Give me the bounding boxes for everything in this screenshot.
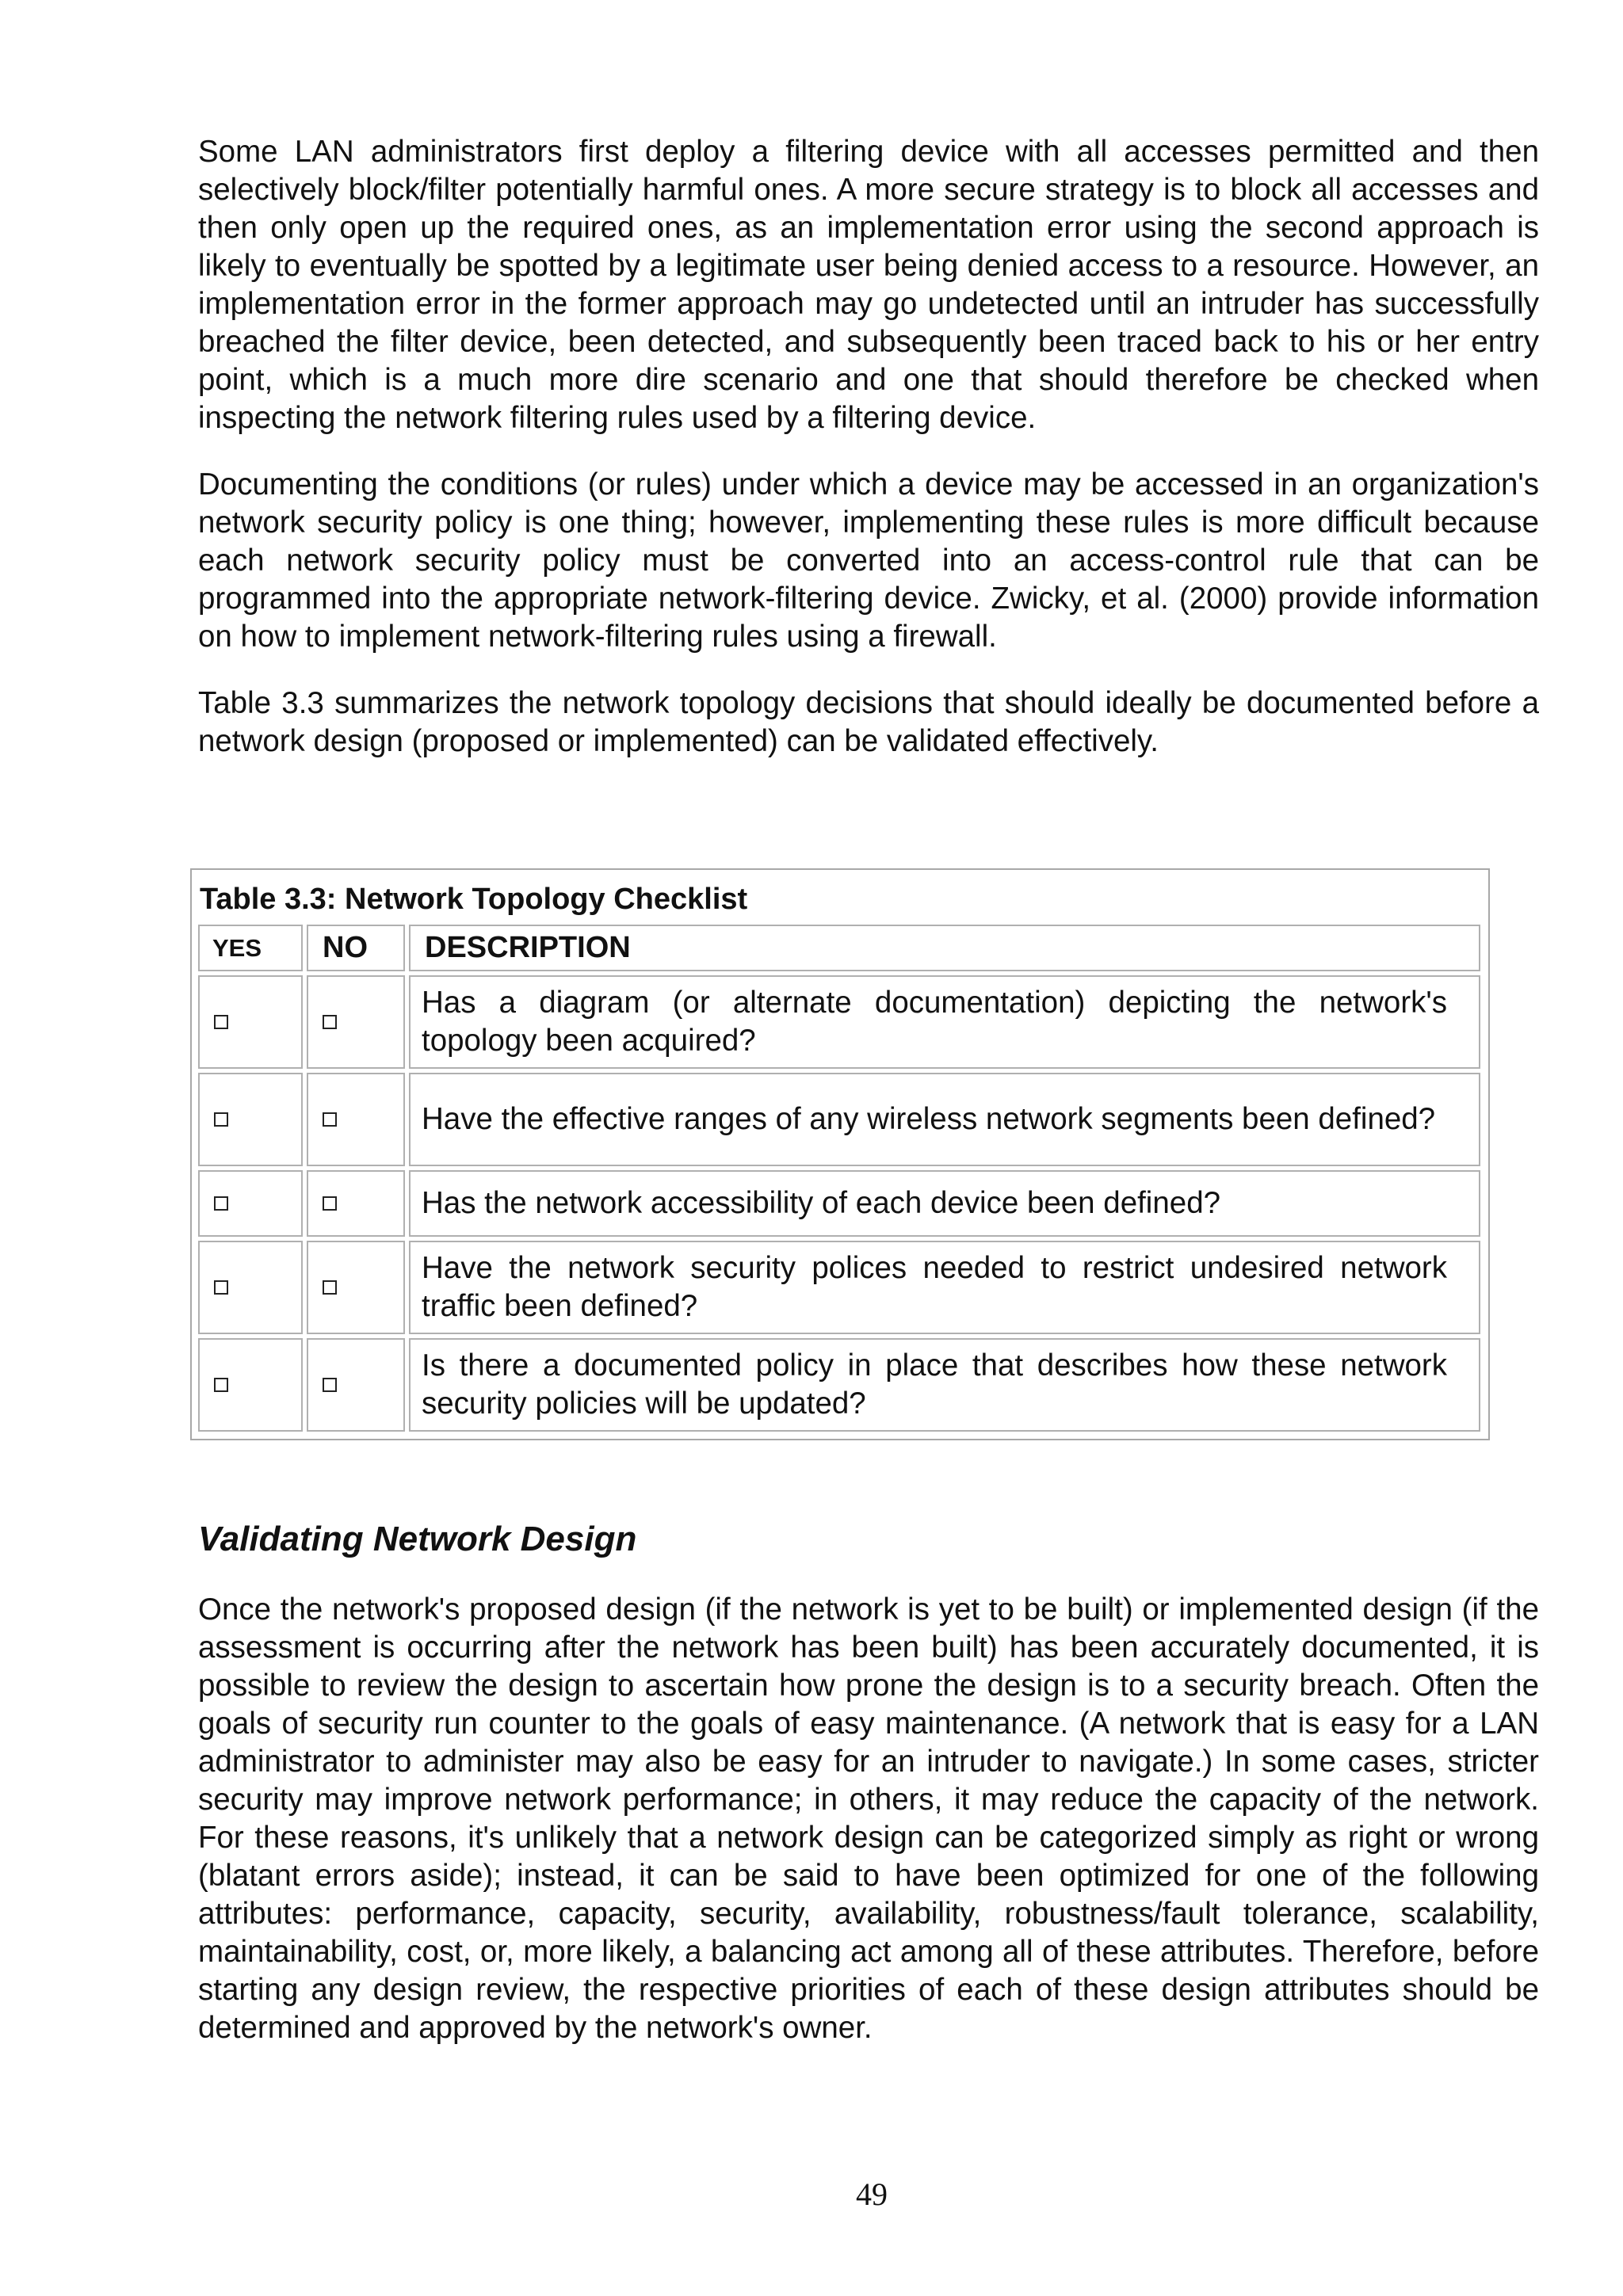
page-number: 49 xyxy=(856,2176,888,2212)
body-text xyxy=(198,133,1539,789)
header-no: NO xyxy=(307,925,405,971)
no-checkbox[interactable] xyxy=(323,1015,337,1029)
table-header-row xyxy=(198,925,1480,971)
section-heading: Validating Network Design xyxy=(198,1520,637,1558)
yes-checkbox[interactable] xyxy=(214,1196,228,1211)
no-checkbox[interactable] xyxy=(323,1378,337,1392)
table-row xyxy=(198,1073,1480,1166)
table-row xyxy=(198,1241,1480,1334)
paragraph-table-intro: Table 3.3 summarizes the network topology decisions that should ideally be documented before a network design (proposed or implemented) can be validated effectively. xyxy=(198,686,1539,758)
yes-checkbox[interactable] xyxy=(214,1378,228,1392)
yes-checkbox[interactable] xyxy=(214,1015,228,1029)
yes-cell xyxy=(198,1073,303,1166)
paragraph-validating-design: Once the network's proposed design (if the network is yet to be built) or implemented design (if the assessment is occurring after the network has been built) has been accurately documented, it is possible to review the design to ascertain how prone the design is to a security breach. Often the goals of security run counter to the goals of easy maintenance. (A network that is easy for a LAN administrator to administer may also be easy for an intruder to navigate.) In some cases, stricter security may improve network performance; in others, it may reduce the capacity of the network. For these reasons, it's unlikely that a network design can be categorized simply as right or wrong (blatant errors aside); instead, it can be said to have been optimized for one of the following attributes: performance, capacity, security, availability, robustness/fault tolerance, scalability, maintainability, cost, or, more likely, a balancing act among all of these attributes. Therefore, before starting any design review, the respective priorities of each of these design attributes should be determined and approved by the network's owner. xyxy=(198,1592,1539,2045)
no-cell xyxy=(307,1338,405,1432)
no-cell xyxy=(307,1241,405,1334)
no-cell xyxy=(307,1170,405,1237)
table-caption: Table 3.3: Network Topology Checklist xyxy=(200,883,748,916)
header-yes: YES xyxy=(198,925,303,971)
yes-cell xyxy=(198,1338,303,1432)
checklist-grid xyxy=(194,921,1484,1436)
table-row xyxy=(198,975,1480,1069)
yes-cell xyxy=(198,1170,303,1237)
row-description: Have the effective ranges of any wireless network segments been defined? xyxy=(409,1073,1480,1166)
network-topology-checklist-table xyxy=(190,868,1490,1440)
paragraph-filtering-strategy: Some LAN administrators first deploy a filtering device with all accesses permitted and then selectively block/filter potentially harmful ones. A more secure strategy is to block all accesses and then only open up the required ones, as an implementation error using the second approach is likely to eventually be spotted by a legitimate user being denied access to a resource. However, an implementation error in the former approach may go undetected until an intruder has successfully breached the filter device, been detected, and subsequently been traced back to his or her entry point, which is a much more dire scenario and one that should therefore be checked when inspecting the network filtering rules used by a filtering device. xyxy=(198,135,1539,435)
header-description: DESCRIPTION xyxy=(409,925,1480,971)
table-row xyxy=(198,1338,1480,1432)
row-description: Has a diagram (or alternate documentation) depicting the network's topology been acquired? xyxy=(409,975,1480,1069)
row-description: Is there a documented policy in place that describes how these network security policies will be updated? xyxy=(409,1338,1480,1432)
no-cell xyxy=(307,975,405,1069)
row-description: Has the network accessibility of each device been defined? xyxy=(409,1170,1480,1237)
yes-checkbox[interactable] xyxy=(214,1112,228,1127)
yes-checkbox[interactable] xyxy=(214,1280,228,1295)
no-checkbox[interactable] xyxy=(323,1196,337,1211)
no-checkbox[interactable] xyxy=(323,1280,337,1295)
paragraph-access-rules: Documenting the conditions (or rules) under which a device may be accessed in an organization's network security policy is one thing; however, implementing these rules is more difficult because each network security policy must be converted into an access-control rule that can be programmed into the appropriate network-filtering device. Zwicky, et al. (2000) provide information on how to implement network-filtering rules using a firewall. xyxy=(198,467,1539,654)
yes-cell xyxy=(198,1241,303,1334)
no-checkbox[interactable] xyxy=(323,1112,337,1127)
yes-cell xyxy=(198,975,303,1069)
row-description: Have the network security polices needed to restrict undesired network traffic been defined? xyxy=(409,1241,1480,1334)
table-row xyxy=(198,1170,1480,1237)
no-cell xyxy=(307,1073,405,1166)
